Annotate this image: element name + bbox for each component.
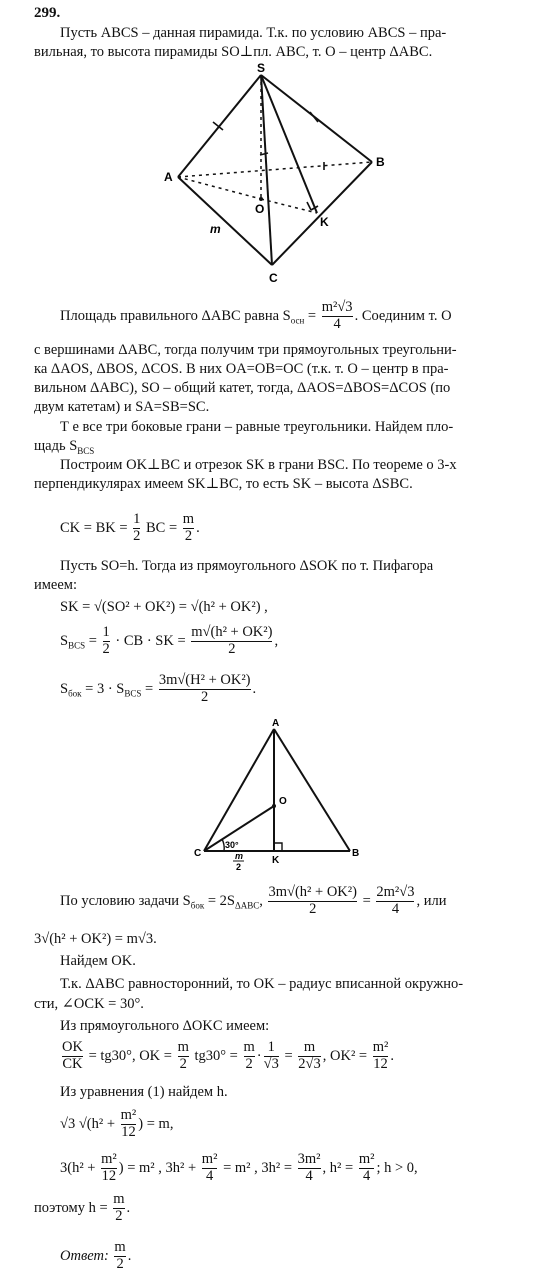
sbok-s: S — [60, 680, 69, 697]
text-line-4: с вершинами ΔABC, тогда получим три прямоугольных треугольни- — [34, 342, 457, 358]
h-formula-3 — [34, 1192, 130, 1225]
label-b: B — [376, 155, 385, 169]
ok-frac-2 — [178, 1040, 189, 1073]
ck-text-b: BC = — [146, 519, 178, 536]
ok-period: . — [390, 1047, 394, 1064]
ok-frac-3 — [244, 1040, 255, 1073]
text-line-22: Т.к. ΔABC равносторонний, то OK – радиус вписанной окружно- — [60, 976, 464, 992]
ok-n6: m² — [372, 1039, 389, 1055]
h3-text-a: поэтому h = — [34, 1199, 108, 1216]
ck-d2: 2 — [183, 528, 194, 545]
area-num: m²√3 — [321, 299, 353, 315]
sbok-n: 3m√(H² + OK²) — [158, 672, 251, 688]
cond-n1: 3m√(h² + OK²) — [268, 884, 357, 900]
text-line-9b: BCS — [77, 445, 95, 456]
cond-comma: , — [259, 892, 263, 909]
fig2-label-b: B — [352, 848, 360, 859]
text-line-11: перпендикулярах имеем SK⊥BC, то есть SK – высота ΔSBC. — [34, 476, 413, 492]
sbcs-formula — [60, 625, 278, 658]
text-line-13: Пусть SO=h. Тогда из прямоугольного ΔSOK по т. Пифагора — [60, 558, 434, 574]
fig2-half-m-num: m — [235, 851, 244, 861]
h1-d: 12 — [121, 1123, 136, 1140]
cond-d2: 4 — [376, 901, 414, 918]
ok-n2: m — [177, 1039, 189, 1055]
problem-number: 299. — [34, 5, 61, 21]
right-angle-mark — [307, 202, 311, 210]
cond-eq: = — [362, 892, 371, 909]
h2-d4: 4 — [359, 1168, 375, 1185]
h2-n1: m² — [101, 1151, 117, 1167]
equation-1: 3√(h² + OK²) = m√3. — [34, 931, 157, 947]
h2-d1: 12 — [101, 1167, 117, 1184]
ok-n5: m — [303, 1039, 316, 1055]
area-fraction — [322, 300, 353, 333]
sbcs-comma: , — [274, 632, 279, 649]
segment-co — [204, 806, 274, 851]
sk-formula: SK = √(SO² + OK²) = √(h² + OK²) , — [60, 599, 268, 615]
h2-text-c: = m² , 3h² = — [223, 1159, 293, 1176]
h3-frac — [113, 1192, 124, 1225]
h1-n: m² — [120, 1107, 137, 1123]
answer-label: Ответ: — [60, 1247, 109, 1264]
label-m: m — [210, 222, 221, 236]
h3-d: 2 — [113, 1208, 124, 1225]
cond-sub: бок — [190, 900, 205, 911]
right-angle-mark-k — [274, 843, 282, 851]
point-o-2 — [272, 804, 276, 808]
sbcs-n2: m√(h² + OK²) — [191, 624, 273, 640]
ok-text-b: tg30° = — [194, 1047, 238, 1064]
text-line-24: Из прямоугольного ΔOKC имеем: — [60, 1018, 270, 1034]
ck-frac-1 — [133, 512, 140, 545]
h2-frac-2 — [202, 1152, 218, 1185]
area-den: 4 — [322, 316, 353, 333]
h2-frac-3 — [298, 1152, 321, 1185]
sbcs-frac-2 — [191, 625, 272, 658]
ok-frac-6 — [373, 1040, 389, 1073]
h2-text-a: 3(h² + — [60, 1159, 96, 1176]
ok-d3: 2 — [244, 1056, 255, 1073]
text-line-9 — [34, 437, 94, 458]
cond-text: По условию задачи S — [60, 892, 191, 909]
side-ac — [204, 729, 274, 851]
triangle-figure — [190, 715, 370, 872]
tick-sb — [310, 112, 318, 122]
h1-text-a: √3 √(h² + — [60, 1115, 116, 1132]
ok-eq: = — [284, 1047, 293, 1064]
ok-n4: 1 — [267, 1039, 275, 1055]
sbcs-sub: BCS — [68, 640, 86, 651]
condition-formula — [60, 885, 447, 918]
sbok-d: 2 — [159, 689, 251, 706]
area-sub: осн — [290, 315, 305, 326]
pyramid-figure — [150, 60, 410, 290]
text-line-14: имеем: — [34, 577, 78, 593]
fig2-label-a: A — [272, 718, 280, 729]
cond-frac-1 — [268, 885, 356, 918]
sbok-frac — [159, 673, 251, 706]
area-text: Площадь правильного ΔABC равна S — [60, 307, 291, 324]
fig2-label-k: K — [272, 855, 280, 866]
area-post: . Соединим т. O — [354, 307, 452, 324]
area-eq: = — [304, 307, 317, 324]
text-line-10: Построим OK⊥BC и отрезок SK в грани BSC. По теореме о 3-х — [60, 457, 457, 473]
ok-formula — [60, 1040, 394, 1073]
sbok-text-b: = 3 · S — [81, 680, 125, 697]
h2-frac-1 — [101, 1152, 117, 1185]
ok-frac-5 — [298, 1040, 320, 1073]
ok-n3: m — [243, 1039, 255, 1055]
h2-text-b: ) = m² , 3h² + — [118, 1159, 197, 1176]
h2-n3: 3m² — [297, 1151, 321, 1167]
fig2-half-m-den: 2 — [236, 862, 242, 872]
angle-arc — [222, 839, 224, 851]
ok-d4: √3 — [263, 1055, 279, 1072]
ok-d6: 12 — [373, 1055, 388, 1072]
point-o — [259, 197, 263, 201]
label-o: O — [255, 202, 265, 216]
ok-frac-4 — [264, 1040, 279, 1073]
cond-or: , или — [416, 892, 447, 909]
sbok-sub: бок — [68, 688, 82, 699]
ok-d2: 2 — [178, 1056, 189, 1073]
ok-text-a: = tg30°, OK = — [88, 1047, 172, 1064]
text-line-23: сти, ∠OCK = 30°. — [34, 996, 144, 1012]
h2-n2: m² — [201, 1151, 218, 1167]
h-formula-2 — [60, 1152, 418, 1185]
answer-frac — [114, 1240, 125, 1273]
label-c: C — [269, 271, 278, 285]
edge-sa — [178, 75, 261, 177]
edge-ac — [178, 177, 272, 265]
label-a: A — [164, 170, 173, 184]
text-line-21: Найдем OK. — [60, 953, 136, 969]
h2-text-f: ; h > 0, — [376, 1159, 418, 1176]
h2-d2: 4 — [202, 1168, 218, 1185]
ck-text-c: . — [196, 519, 200, 536]
text-line-8: Т е все три боковые грани – равные треугольники. Найдем пло- — [60, 419, 454, 435]
h2-frac-4 — [359, 1152, 375, 1185]
cond-sub2: ΔABC — [234, 900, 260, 911]
ck-frac-2 — [183, 512, 194, 545]
fig2-label-o: O — [279, 796, 287, 807]
sbok-eq: = — [141, 680, 154, 697]
sbcs-d2: 2 — [191, 641, 272, 658]
h1-text-b: ) = m, — [138, 1115, 174, 1132]
edge-bc — [272, 162, 372, 265]
label-s: S — [257, 61, 266, 75]
sbok-dot: . — [252, 680, 257, 697]
label-k: K — [320, 215, 329, 229]
cond-frac-2 — [376, 885, 414, 918]
h3-dot: . — [126, 1199, 131, 1216]
sbcs-frac-1 — [103, 625, 110, 658]
text-line-7: двум катетам) и SA=SB=SC. — [34, 399, 210, 415]
area-formula-line — [60, 300, 452, 333]
ok-text-f: , OK² = — [322, 1047, 368, 1064]
ok-d5: 2√3 — [298, 1055, 321, 1072]
edge-ab-hidden — [178, 162, 372, 177]
text-line-9a: щадь S — [34, 438, 78, 454]
fig2-angle-label: 30° — [225, 840, 239, 850]
cond-n2: 2m²√3 — [376, 884, 415, 900]
h2-d3: 4 — [298, 1168, 321, 1185]
side-ab — [274, 729, 350, 851]
h3-n: m — [113, 1191, 125, 1207]
h2-text-e: , h² = — [322, 1159, 354, 1176]
sbok-formula — [60, 673, 256, 706]
answer — [60, 1240, 131, 1273]
answer-dot: . — [127, 1247, 132, 1264]
fig2-label-c: C — [194, 848, 202, 859]
text-line-2: вильная, то высота пирамиды SO⊥пл. ABC, т. O – центр ΔABC. — [34, 44, 433, 60]
h1-frac — [121, 1108, 137, 1141]
h-formula-1 — [60, 1108, 173, 1141]
sbok-sub2: BCS — [124, 688, 142, 699]
ck-n1: 1 — [133, 511, 141, 527]
sbcs-text-c: · CB · SK = — [115, 632, 186, 649]
cond-d1: 2 — [268, 901, 356, 918]
sbcs-eq: = — [85, 632, 97, 649]
h2-n4: m² — [358, 1151, 375, 1167]
text-line-1: Пусть ABCS – данная пирамида. Т.к. по условию ABCS – пра- — [60, 25, 447, 41]
cond-text-b: = 2S — [204, 892, 235, 909]
ck-text-a: CK = BK = — [60, 519, 128, 536]
ok-d1: CK — [62, 1055, 83, 1072]
text-line-26: Из уравнения (1) найдем h. — [60, 1084, 228, 1100]
sbcs-d1: 2 — [102, 640, 110, 657]
text-line-5: ка ΔAOS, ΔBOS, ΔCOS. В них OA=OB=OC (т.к. т. O – центр в пра- — [34, 361, 449, 377]
sbcs-s: S — [60, 632, 69, 649]
ck-n2: m — [182, 511, 195, 527]
text-line-6: вильном ΔABC), SO – общий катет, тогда, ΔAOS=ΔBOS=ΔCOS (по — [34, 380, 451, 396]
answer-n: m — [114, 1239, 126, 1255]
answer-d: 2 — [114, 1256, 125, 1273]
ok-dot: · — [256, 1047, 262, 1064]
ok-frac-1 — [62, 1040, 83, 1073]
ck-formula — [60, 512, 200, 545]
ck-d1: 2 — [133, 527, 141, 544]
sbcs-n1: 1 — [102, 624, 110, 640]
ok-n1: OK — [62, 1039, 83, 1055]
